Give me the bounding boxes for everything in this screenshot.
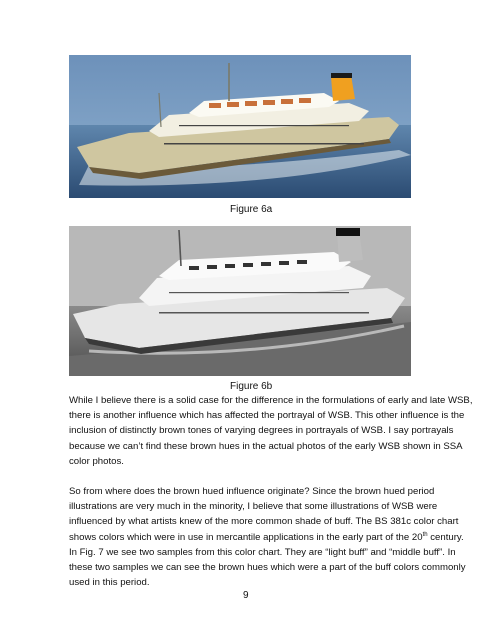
paragraph-1-line: inclusion of distinctly brown tones of varying degrees in portrayals of WSB. I say portrayals bbox=[69, 425, 454, 437]
body-paragraph-1 bbox=[69, 393, 473, 469]
superscript-th: th bbox=[422, 531, 428, 538]
paragraph-2-line: used in this period. bbox=[69, 577, 150, 589]
line-text: shows colors which were in use in mercantile applications in the early part of the 20 bbox=[69, 531, 423, 543]
body-paragraph-2 bbox=[69, 484, 466, 590]
paragraph-1-line: While I believe there is a solid case for the difference in the formulations of early and late WSB, bbox=[69, 395, 473, 406]
paragraph-2-line: influenced by what artists knew of the more common shade of buff. The BS 381c color chart bbox=[69, 516, 459, 528]
figure-6a-caption: Figure 6a bbox=[230, 204, 273, 215]
figure-6b-caption: Figure 6b bbox=[230, 381, 273, 392]
paragraph-2-line: In Fig. 7 we see two samples from this color chart. They are “light buff” and “middle buff”. In bbox=[69, 546, 456, 558]
paragraph-2-line-with-superscript bbox=[69, 530, 464, 545]
page-number: 9 bbox=[243, 590, 249, 601]
figure-6b-photo bbox=[69, 226, 411, 376]
line-text: century. bbox=[427, 531, 464, 543]
paragraph-1-line: color photos. bbox=[69, 455, 124, 467]
ship-bw-image bbox=[69, 226, 411, 376]
paragraph-1-line: because we can’t find these brown hues in the actual photos of the early WSB shown in SSA bbox=[69, 440, 463, 452]
paragraph-2-line: these two samples we can see the brown hues which were a part of the buff colors commonly bbox=[69, 562, 466, 574]
paragraph-2-line: illustrations are very much in the minority, I believe that some illustrations of WSB were bbox=[69, 501, 438, 513]
ship-color-image bbox=[69, 55, 411, 198]
figure-6a-photo bbox=[69, 55, 411, 198]
paragraph-1-line: there is another influence which has affected the portrayal of WSB. This other influence is the bbox=[69, 410, 465, 422]
paragraph-2-line: So from where does the brown hued influence originate? Since the brown hued period bbox=[69, 486, 435, 497]
